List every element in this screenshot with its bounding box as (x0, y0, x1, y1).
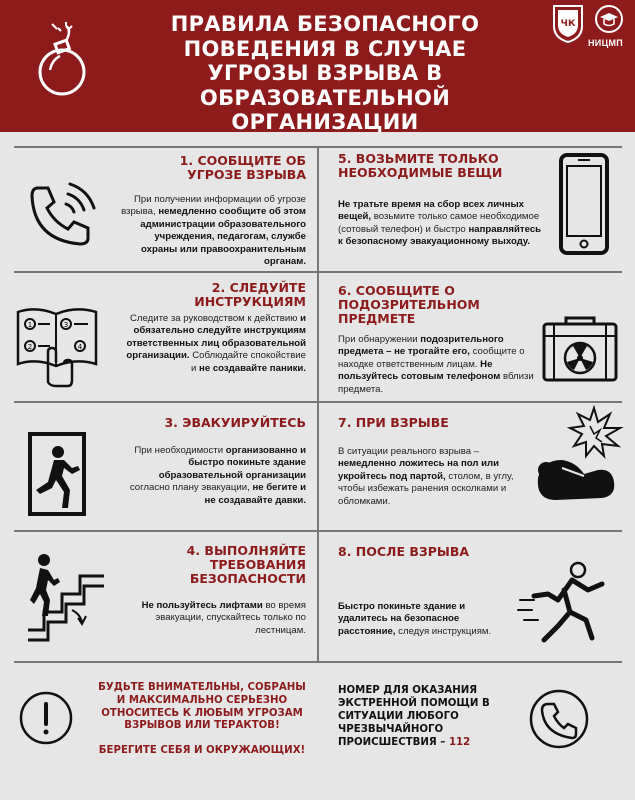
svg-text:ЧК: ЧК (560, 19, 576, 29)
section-2-title: 2. СЛЕДУЙТЕ ИНСТРУКЦИЯМ (194, 280, 306, 309)
emergency-number: 112 (448, 737, 471, 748)
section-6-text (338, 334, 538, 396)
emblem-icon (552, 4, 584, 44)
section-8-text-regular: следуя инструкциям. (398, 625, 492, 637)
svg-text:1: 1 (27, 321, 33, 329)
row-divider (14, 661, 622, 663)
section-6-text-bold: подозрительного предмета – не трогайте его, (338, 334, 504, 358)
exit-door-icon (22, 430, 92, 518)
section-2-text (120, 313, 306, 375)
section-5-text-bold-2: направляйтесь к безопасному эвакуационному выходу. (338, 223, 542, 248)
section-7-title: 7. ПРИ ВЗРЫВЕ (338, 415, 449, 430)
section-7-text-bold: немедленно ложитесь на пол или укройтесь под партой, (338, 458, 500, 482)
section-6-text-bold-2: Не пользуйтесь сотовым телефоном (338, 358, 501, 383)
section-4-title: 4. ВЫПОЛНЯЙТЕ ТРЕБОВАНИЯ БЕЗОПАСНОСТИ (186, 543, 306, 586)
section-2-text-regular: Следите за руководством к действию (129, 313, 298, 324)
logo-label: НИЦМП (588, 38, 624, 48)
section-5-title: 5. ВОЗЬМИТЕ ТОЛЬКО НЕОБХОДИМЫЕ ВЕЩИ (338, 151, 503, 180)
section-3-text-regular-2: согласно плану эвакуации, (129, 482, 250, 494)
section-7-text-regular-2: столом, в углу, чтобы избежать ранения осколками и обломками. (338, 470, 514, 507)
warning-text: БУДЬТЕ ВНИМАТЕЛЬНЫ, СОБРАНЫ И МАКСИМАЛЬНО СЕРЬЕЗНО ОТНОСИТЕСЬ К ЛЮБЫМ УГРОЗАМ ВЗРЫВОВ ИЛИ ТЕРАКТОВ! (98, 682, 306, 732)
section-8-title: 8. ПОСЛЕ ВЗРЫВА (338, 544, 470, 559)
section-6-text-regular-3: вблизи предмета. (338, 371, 534, 395)
section-5-text-bold: Не тратьте время на сбор всех личных вещей, (338, 199, 525, 223)
stairs-icon (24, 550, 110, 644)
care-text: БЕРЕГИТЕ СЕБЯ И ОКРУЖАЮЩИХ! (98, 745, 306, 756)
section-5-text (338, 199, 548, 249)
section-2-text-bold: и обязательно следуйте инструкциям ответственных лиц образовательной организации. (126, 313, 306, 362)
section-1-text-bold: немедленно сообщите об этом администрации образовательного учреждения, педагогам, службе охраны или правоохранительным органам. (140, 206, 306, 268)
phone-call-icon (24, 180, 96, 252)
section-6-text-regular-2: сообщите о находке ответственным лицам. (338, 346, 525, 370)
section-6-title: 6. СООБЩИТЕ О ПОДОЗРИТЕЛЬНОМ ПРЕДМЕТЕ (338, 283, 480, 326)
section-4-text (134, 600, 306, 637)
column-divider (317, 146, 319, 661)
section-6-text-regular: При обнаружении (338, 334, 418, 345)
running-person-icon (514, 560, 614, 644)
svg-text:3: 3 (63, 321, 69, 329)
section-3-text (122, 445, 306, 507)
section-3-text-bold: организованно и быстро покиньте здание образовательной организации (158, 445, 306, 481)
row-divider (14, 401, 622, 403)
section-4-text-bold: Не пользуйтесь лифтами (141, 600, 263, 611)
graduation-cap-icon (594, 4, 624, 34)
section-8-text-bold: Быстро покиньте здание и удалитесь на безопасное расстояние, (338, 601, 466, 637)
explosion-icon (532, 404, 624, 514)
row-divider (14, 271, 622, 273)
row-divider (14, 146, 622, 148)
suspicious-bag-icon (540, 312, 620, 384)
section-3-text-regular: При необходимости (134, 445, 224, 456)
section-3-title: 3. ЭВАКУИРУЙТЕСЬ (164, 415, 306, 430)
page-title: ПРАВИЛА БЕЗОПАСНОГО ПОВЕДЕНИЯ В СЛУЧАЕ УГРОЗЫ ВЗРЫВА В ОБРАЗОВАТЕЛЬНОЙ ОРГАНИЗАЦИИ (170, 12, 480, 134)
section-1-title: 1. СООБЩИТЕ ОБ УГРОЗЕ ВЗРЫВА (179, 153, 306, 182)
section-5-text-regular: возьмите только самое необходимое (сотовый телефон) и быстро (338, 211, 540, 235)
section-8-text (338, 601, 508, 638)
section-7-text-regular: В ситуации реального взрыва – (338, 446, 480, 457)
section-1-text-regular: При получении информации об угрозе взрыва, (121, 194, 306, 218)
warning-icon (18, 690, 74, 746)
section-4-text-regular: во время эвакуации, спускайтесь только по лестницам. (155, 600, 306, 636)
phone-icon (528, 688, 590, 750)
header (0, 0, 635, 132)
section-3-text-bold-2: не бегите и не создавайте давки. (204, 482, 306, 506)
section-1-text (118, 194, 306, 268)
svg-text:2: 2 (27, 343, 33, 351)
svg-text:4: 4 (77, 343, 83, 351)
emergency-label: НОМЕР ДЛЯ ОКАЗАНИЯ ЭКСТРЕННОЙ ПОМОЩИ В СИТУАЦИИ ЛЮБОГО ЧРЕЗВЫЧАЙНОГО ПРОИСШЕСТВИЯ – (338, 685, 490, 748)
row-divider (14, 530, 622, 532)
smartphone-icon (558, 152, 610, 256)
section-2-text-regular-2: Соблюдайте спокойствие и (191, 350, 306, 374)
instruction-book-icon (14, 302, 100, 388)
section-7-text (338, 446, 530, 508)
bomb-icon (22, 22, 102, 102)
section-2-text-bold-2: не создавайте паники. (199, 362, 306, 374)
emergency-info (338, 684, 508, 749)
